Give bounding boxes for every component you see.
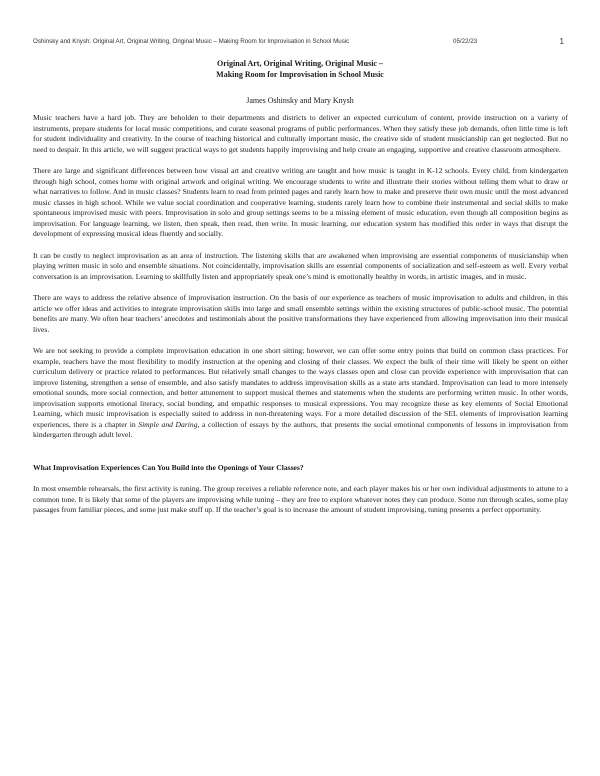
paragraph: Music teachers have a hard job. They are beholden to their departments and districts to deliver an expected curriculum of content, provide instruction on a variety of instruments, prepare students for local music competitions, and curate seasonal programs of public performances. When they satisfy these job demands, often little time is left for student individuality and creativity. In the course of teaching historical and culturally important music, the creative side of student musicianship can get neglected. But no need to despair. In this article, we will suggest practical ways to get students happily improvising and help create an engaging, supportive and creative classroom atmosphere.: [33, 113, 568, 154]
section-heading: What Improvisation Experiences Can You Build into the Openings of Your Classes?: [33, 462, 304, 472]
article-title: [0, 58, 600, 80]
header-date: 05/22/23: [453, 38, 478, 45]
paragraph: There are large and significant differences between how visual art and creative writing are taught and how music is taught in K-12 schools. Every child, from kindergarten through high school, comes home with original artwork and original writing. We encourage students to write and illustrate their stories without telling them what to draw or what narratives to follow. And in music classes? Students learn to read from printed pages and rarely learn how to make and preserve their own music until the most advanced music classes in high school. While we value social coordination and cooperative learning, students rarely learn how to combine their instrumental and social skills to make spontaneous improvised music with peers. Improvisation in solo and group settings seems to be a missing element of music education, even though all composition begins as improvisation. For language learning, we listen, then speak, then read, then write. In music learning, our education system has modified this order in ways that disrupt the development of expressing musical ideas fluently and socially.: [33, 166, 568, 238]
article-authors: James Oshinsky and Mary Knysh: [246, 96, 354, 105]
book-title: Simple and Daring: [138, 419, 198, 429]
paragraph: [33, 346, 568, 441]
paragraph-text: We are not seeking to provide a complete improvisation education in one short sitting; however, we can offer some entry points that build on common class practices. For example, teachers have the most flexibility to modify instruction at the opening and closing of their classes. We expect the bulk of their time will likely be spent on either curriculum delivery or practice related to performances. But relatively small changes to the ways classes open and close can provide experience with improvisation that can improve listening, strengthen a sense of ensemble, and also satisfy mandates to address improvisation skills as a state arts standard. Improvisation can lead to more intensely emotional sounds, more social connection, and better attunement to support musical themes and statements when the students are performing written music. In other words, improvisation supports emotional literacy, social bonding, and empathic responses to musical expressions. You may recognize these as key elements of Social Emotional Learning, which music improvisation is especially suited to address in non-threatening ways. For a more detailed discussion of the SEL elements of improvisation learning experiences, there is a chapter in: [33, 346, 568, 429]
running-title: Oshinsky and Knysh: Original Art, Original Writing, Original Music – Making Room for Improvisation in School Music: [33, 38, 350, 45]
page-number: 1: [559, 37, 564, 46]
title-line-1: Original Art, Original Writing, Original Music –: [217, 59, 383, 68]
paragraph: In most ensemble rehearsals, the first activity is tuning. The group receives a reliable reference note, and each player makes his or her own individual adjustments to attune to a common tone. It is likely that some of the players are improvising while tuning – they are free to explore whatever notes they can produce. Some run through scales, some play passages from familiar pieces, and some just make stuff up. If the teacher’s goal is to increase the amount of student improvising, tuning presents a perfect opportunity.: [33, 484, 568, 514]
article-body: [33, 113, 568, 527]
paragraph-text: , a collection of essays by the authors, that presents the social emotional components of lessons in improvisation from kindergarten through adult level.: [33, 419, 568, 439]
paragraph: There are ways to address the relative absence of improvisation instruction. On the basis of our experience as teachers of music improvisation to adults and children, in this article we offer ideas and activities to integrate improvisation skills into large and small ensemble settings within the existing structures of public-school music. The potential benefits are many. We often hear teachers’ anecdotes and testimonials about the positive transformations they have experienced from allowing improvisation into their musical lives.: [33, 293, 568, 334]
title-line-2: Making Room for Improvisation in School Music: [216, 70, 384, 79]
paragraph: It can be costly to neglect improvisation as an area of instruction. The listening skills that are awakened when improvising are essential components of musicianship when playing written music in solo and ensemble situations. Not coincidentally, improvisation skills are essential components of socialization and self-esteem as well. Every verbal conversation is an improvisation. Learning to skillfully listen and appropriately speak one’s mind is emotionally healthy in words, in artistic images, and in music.: [33, 250, 568, 281]
